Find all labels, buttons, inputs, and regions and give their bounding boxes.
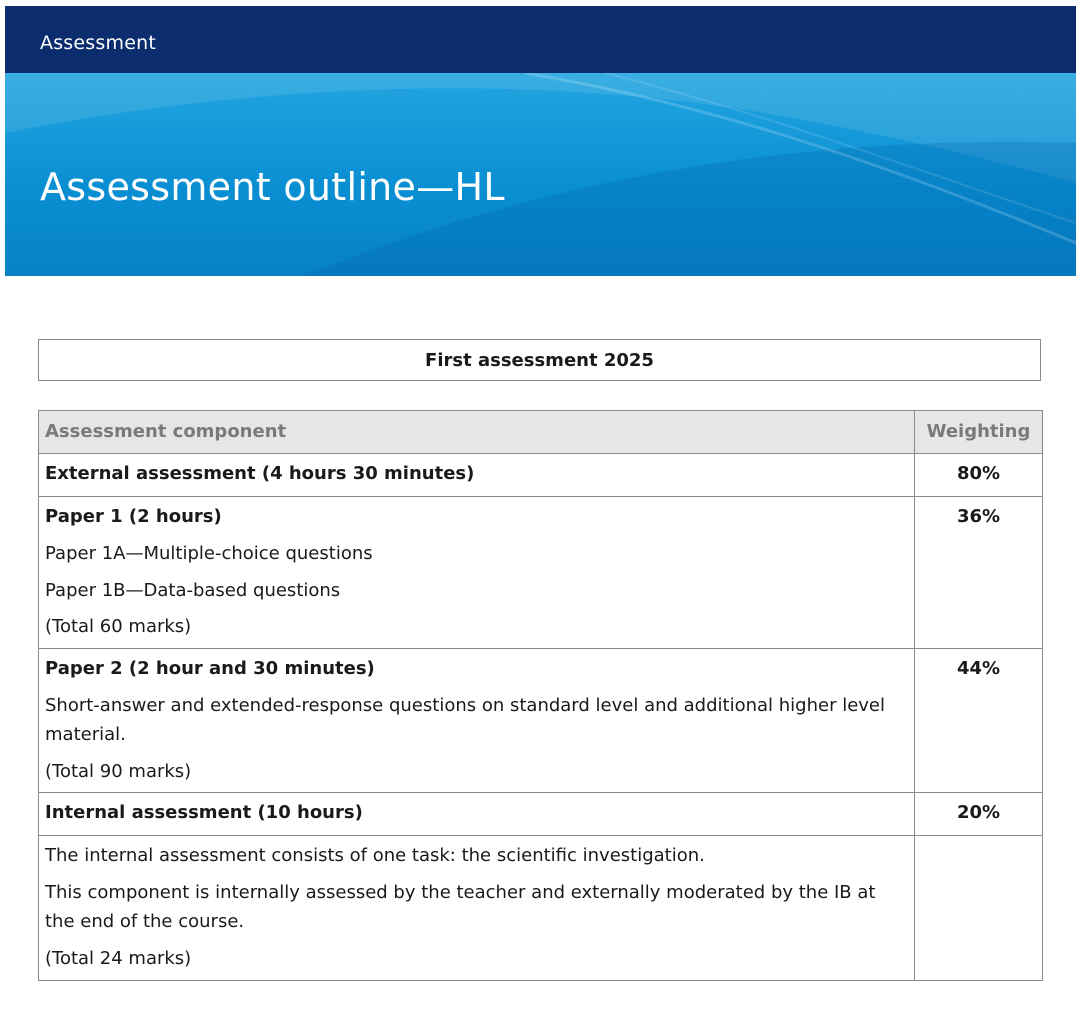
paper1-weight: 36% [915,497,1043,649]
paper2-cell [39,649,915,793]
page-title: Assessment outline—HL [40,165,505,209]
table-row-paper1 [39,497,1043,649]
table-header-row [39,411,1043,454]
section-label: Assessment [40,32,156,54]
paper1-line2: Paper 1B—Data-based questions [45,579,341,601]
paper2-total: (Total 90 marks) [45,760,192,782]
section-header-bar [5,6,1076,73]
internal-label: Internal assessment (10 hours) [39,793,915,836]
paper2-weight: 44% [915,649,1043,793]
internal-total: (Total 24 marks) [45,947,192,969]
paper1-title: Paper 1 (2 hours) [45,506,222,527]
table-row-paper2 [39,649,1043,793]
assessment-table [38,410,1043,981]
paper2-title: Paper 2 (2 hour and 30 minutes) [45,658,375,680]
internal-weight: 20% [915,793,1043,836]
title-banner [5,73,1076,276]
internal-detail-weight-empty [915,836,1043,980]
header-component: Assessment component [39,411,915,454]
internal-line2: This component is internally assessed by the teacher and externally moderated by the IB at the end of the course. [45,882,876,932]
external-weight: 80% [915,454,1043,497]
external-label: External assessment (4 hours 30 minutes) [39,454,915,497]
table-row-external [39,454,1043,497]
first-assessment-box [38,339,1041,381]
header-weighting: Weighting [915,411,1043,454]
first-assessment-label: First assessment 2025 [425,349,654,371]
table-row-internal-detail [39,836,1043,980]
internal-detail-cell [39,836,915,980]
paper2-desc: Short-answer and extended-response questions on standard level and additional higher level material. [45,694,886,745]
paper1-total: (Total 60 marks) [45,616,192,638]
paper1-line1: Paper 1A—Multiple-choice questions [45,542,373,564]
table-row-internal [39,793,1043,836]
internal-line1: The internal assessment consists of one task: the scientific investigation. [45,845,705,867]
paper1-cell [39,497,915,649]
